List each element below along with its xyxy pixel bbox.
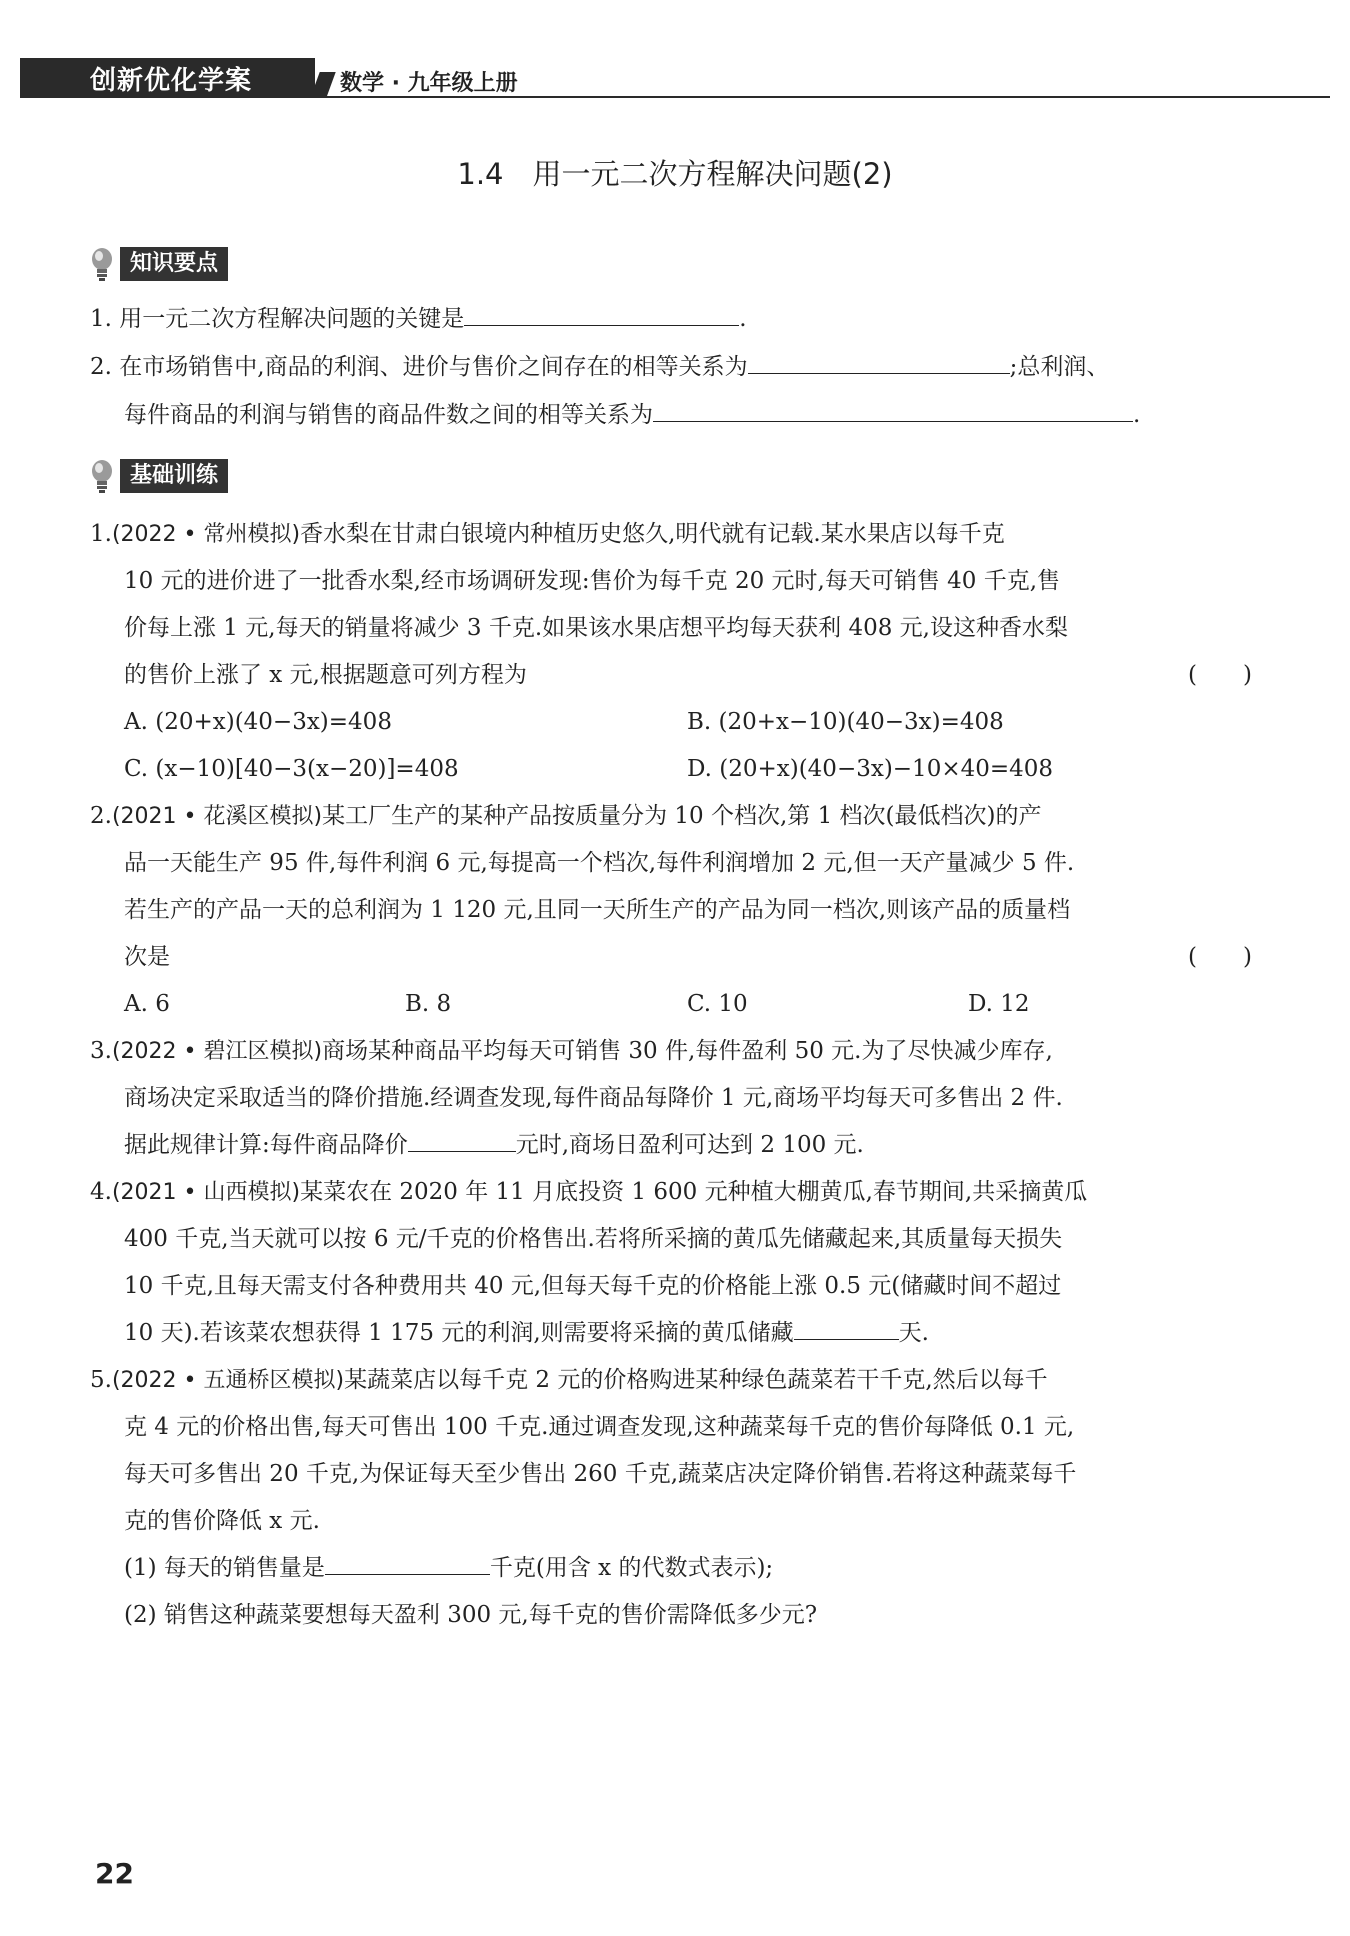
training-q5-line3: 每天可多售出 20 千克,为保证每天至少售出 260 千克,蔬菜店决定降价销售.若将这种蔬菜每千 — [124, 1461, 1077, 1487]
question-number: 5. — [90, 1367, 112, 1393]
option-d: D. 12 — [968, 991, 1030, 1017]
knowledge-q2-line1 — [90, 351, 1109, 383]
question-text: 千克(用含 x 的代数式表示); — [489, 1555, 774, 1581]
training-q2-line3: 若生产的产品一天的总利润为 1 120 元,且同一天所生产的产品为同一档次,则该产品的质量档 — [124, 897, 1071, 923]
training-q3-line1 — [90, 1035, 1053, 1068]
training-q5-line4: 克的售价降低 x 元. — [124, 1508, 320, 1534]
training-q5-sub2: (2) 销售这种蔬菜要想每天盈利 300 元,每千克的售价需降低多少元? — [124, 1602, 818, 1628]
lesson-title: 1.4 用一元二次方程解决问题(2) — [457, 157, 893, 191]
question-source: (2022 • 五通桥区模拟) — [111, 1368, 345, 1393]
option-c: C. (x−10)[40−3(x−20)]=408 — [124, 756, 459, 782]
training-q3-line3 — [124, 1129, 864, 1161]
option-a: A. 6 — [124, 991, 170, 1017]
option-b: B. (20+x−10)(40−3x)=408 — [687, 709, 1004, 735]
question-text: 天. — [898, 1320, 929, 1346]
question-text: 香水梨在甘肃白银境内种植历史悠久,明代就有记载.某水果店以每千克 — [300, 521, 1005, 547]
question-source: (2021 • 花溪区模拟) — [111, 804, 323, 829]
answer-paren[interactable]: ( ) — [1188, 944, 1252, 970]
question-text: 在市场销售中,商品的利润、进价与售价之间存在的相等关系为 — [119, 354, 748, 380]
section-training — [90, 458, 228, 494]
question-text: 据此规律计算:每件商品降价 — [124, 1132, 408, 1158]
question-text: 用一元二次方程解决问题的关键是 — [119, 306, 465, 332]
training-q4-line2: 400 千克,当天就可以按 6 元/千克的价格售出.若将所采摘的黄瓜先储藏起来,其质量每天损失 — [124, 1226, 1063, 1252]
question-text: 某工厂生产的某种产品按质量分为 10 个档次,第 1 档次(最低档次)的产 — [322, 803, 1042, 829]
page-header — [20, 58, 1330, 98]
lightbulb-icon — [90, 458, 118, 494]
section-label-knowledge: 知识要点 — [120, 247, 228, 281]
question-text: 某蔬菜店以每千克 2 元的价格购进某种绿色蔬菜若干千克,然后以每千 — [344, 1367, 1048, 1393]
option-a: A. (20+x)(40−3x)=408 — [124, 709, 392, 735]
training-q5-sub1 — [124, 1552, 773, 1584]
question-text: 10 天).若该菜农想获得 1 175 元的利润,则需要将采摘的黄瓜储藏 — [124, 1320, 794, 1346]
option-c: C. 10 — [687, 991, 748, 1017]
training-q2-line2: 品一天能生产 95 件,每件利润 6 元,每提高一个档次,每件利润增加 2 元,但一天产量减少 5 件. — [124, 850, 1075, 876]
answer-blank[interactable] — [748, 351, 1010, 374]
question-text: 商场某种商品平均每天可销售 30 件,每件盈利 50 元.为了尽快减少库存, — [322, 1038, 1053, 1064]
question-number: 4. — [90, 1179, 112, 1205]
question-text: 每件商品的利润与销售的商品件数之间的相等关系为 — [124, 402, 653, 428]
question-number: 1. — [90, 521, 112, 547]
training-q1-line1 — [90, 518, 1005, 551]
question-source: (2021 • 山西模拟) — [111, 1180, 301, 1205]
training-q3-line2: 商场决定采取适当的降价措施.经调查发现,每件商品每降价 1 元,商场平均每天可多售出 2 件. — [124, 1085, 1063, 1111]
training-q2-line4: 次是 — [124, 944, 170, 970]
training-q2-line1 — [90, 800, 1041, 833]
section-label-training: 基础训练 — [120, 459, 228, 493]
period: . — [1133, 402, 1141, 428]
question-text: (1) 每天的销售量是 — [124, 1555, 325, 1581]
answer-paren[interactable]: ( ) — [1188, 662, 1252, 688]
training-q1-line3: 价每上涨 1 元,每天的销量将减少 3 千克.如果该水果店想平均每天获利 408 元,设这种香水梨 — [124, 615, 1068, 641]
option-b: B. 8 — [405, 991, 452, 1017]
training-q4-line1 — [90, 1176, 1087, 1209]
question-source: (2022 • 常州模拟) — [111, 522, 301, 547]
training-q5-line1 — [90, 1364, 1048, 1397]
page-number: 22 — [95, 1857, 134, 1890]
period: . — [739, 306, 747, 332]
question-text: 元时,商场日盈利可达到 2 100 元. — [515, 1132, 864, 1158]
answer-blank[interactable] — [794, 1317, 899, 1340]
answer-blank[interactable] — [464, 303, 739, 326]
answer-blank[interactable] — [408, 1129, 516, 1152]
answer-blank[interactable] — [653, 399, 1133, 422]
question-number: 1. — [90, 306, 112, 332]
training-q4-line3: 10 千克,且每天需支付各种费用共 40 元,但每天每千克的价格能上涨 0.5 元(储藏时间不超过 — [124, 1273, 1062, 1299]
question-text: 某菜农在 2020 年 11 月底投资 1 600 元种植大棚黄瓜,春节期间,共采摘黄瓜 — [300, 1179, 1088, 1205]
question-source: (2022 • 碧江区模拟) — [111, 1039, 323, 1064]
knowledge-q1 — [90, 303, 747, 335]
knowledge-q2-line2 — [124, 399, 1140, 431]
option-d: D. (20+x)(40−3x)−10×40=408 — [687, 756, 1054, 782]
training-q5-line2: 克 4 元的价格出售,每天可售出 100 千克.通过调查发现,这种蔬菜每千克的售价每降低 0.1 元, — [124, 1414, 1075, 1440]
question-number: 2. — [90, 803, 112, 829]
question-number: 2. — [90, 354, 112, 380]
brand-logo: 创新优化学案 — [20, 58, 315, 98]
training-q1-line4: 的售价上涨了 x 元,根据题意可列方程为 — [124, 662, 527, 688]
section-knowledge — [90, 246, 228, 282]
lightbulb-icon — [90, 246, 118, 282]
answer-blank[interactable] — [325, 1552, 490, 1575]
training-q4-line4 — [124, 1317, 929, 1349]
question-number: 3. — [90, 1038, 112, 1064]
training-q1-line2: 10 元的进价进了一批香水梨,经市场调研发现:售价为每千克 20 元时,每天可销售 40 千克,售 — [124, 568, 1061, 594]
question-text: ;总利润、 — [1009, 354, 1110, 380]
book-subject: 数学 · 九年级上册 — [340, 71, 518, 96]
